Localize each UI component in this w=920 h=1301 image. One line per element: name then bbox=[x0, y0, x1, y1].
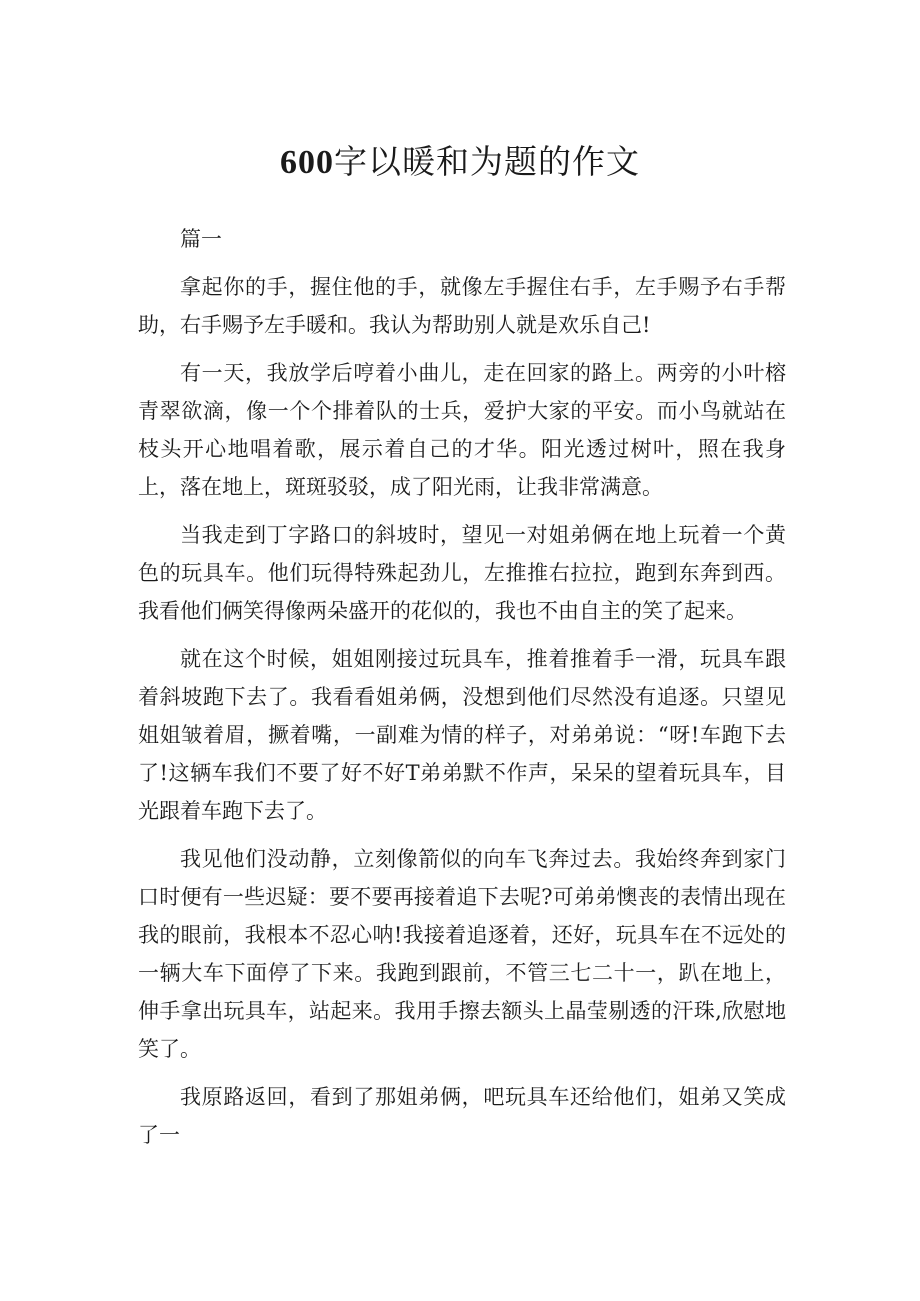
document-title bbox=[0, 140, 920, 185]
paragraph: 拿起你的手，握住他的手，就像左手握住右手，左手赐予右手帮助，右手赐予左手暖和。我认为帮助别人就是欢乐自己! bbox=[138, 275, 786, 337]
paragraph: 有一天，我放学后哼着小曲儿，走在回家的路上。两旁的小叶榕青翠欲滴，像一个个排着队的士兵，爱护大家的平安。而小鸟就站在枝头开心地唱着歌，展示着自己的才华。阳光透过树叶，照在我身上，落在地上，斑斑驳驳，成了阳光雨，让我非常满意。 bbox=[138, 361, 786, 499]
document-body bbox=[138, 220, 786, 1164]
paragraph: 当我走到丁字路口的斜坡时，望见一对姐弟俩在地上玩着一个黄色的玩具车。他们玩得特殊起劲儿，左推推右拉拉，跑到东奔到西。我看他们俩笑得像两朵盛开的花似的，我也不由自主的笑了起来。 bbox=[138, 523, 786, 623]
paragraph: 我原路返回，看到了那姐弟俩，吧玩具车还给他们，姐弟又笑成了一 bbox=[138, 1085, 786, 1147]
paragraph: 就在这个时候，姐姐刚接过玩具车，推着推着手一滑，玩具车跟着斜坡跑下去了。我看看姐弟俩，没想到他们尽然没有追逐。只望见姐姐皱着眉，撅着嘴，一副难为情的样子，对弟弟说：“呀!车跑下去了!这辆车我们不要了好不好T弟弟默不作声，呆呆的望着玩具车，目光跟着车跑下去了。 bbox=[138, 647, 786, 823]
title-text: 字以暖和为题的作文 bbox=[334, 142, 640, 181]
title-number: 600 bbox=[280, 144, 334, 181]
section-label: 篇一 bbox=[180, 227, 222, 251]
paragraph: 我见他们没动静，立刻像箭似的向车飞奔过去。我始终奔到家门口时便有一些迟疑：要不要再接着追下去呢?可弟弟懊丧的表情出现在我的眼前，我根本不忍心呐!我接着追逐着，还好，玩具车在不远处的一辆大车下面停了下来。我跑到跟前，不管三七二十一，趴在地上，伸手拿出玩具车，站起来。我用手擦去额头上晶莹剔透的汗珠,欣慰地笑了。 bbox=[138, 847, 786, 1061]
